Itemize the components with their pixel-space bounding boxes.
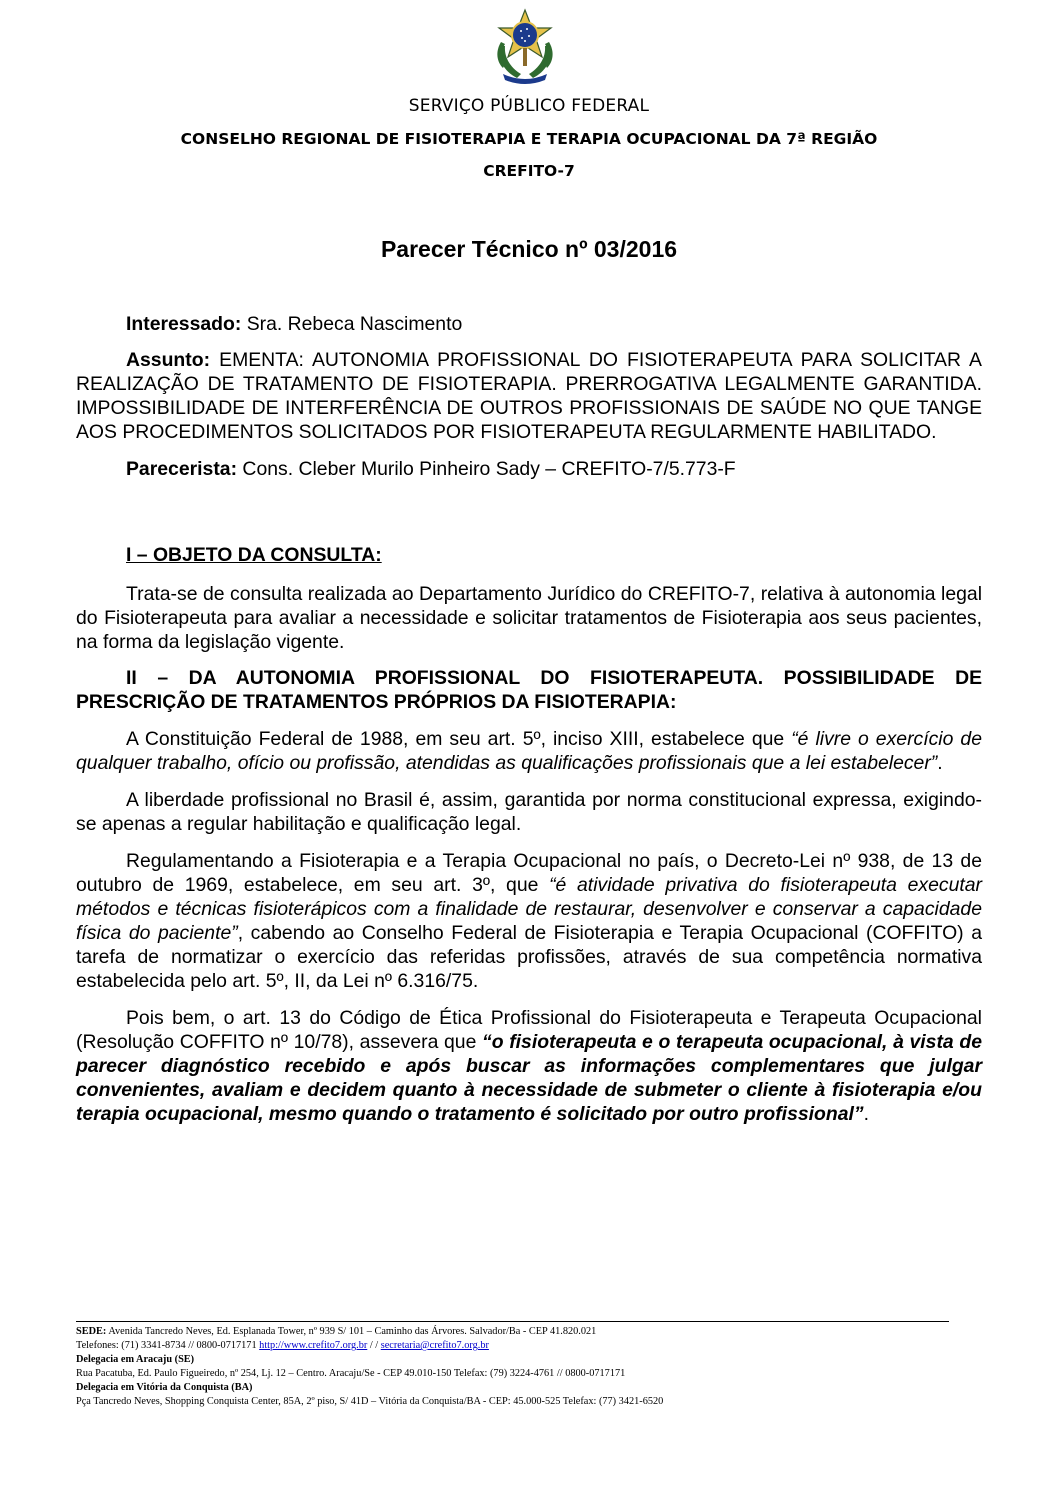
parecerista-value: Cons. Cleber Murilo Pinheiro Sady – CREFITO-7/5.773-F [237,458,736,480]
footer-contacts-line [76,1339,1006,1353]
document-body [76,312,982,1126]
header-council-acronym: CREFITO-7 [483,162,575,180]
footer-sede-line [76,1325,1006,1339]
footer-phones: Telefones: (71) 3341-8734 // 0800-0717171 [76,1340,260,1352]
footer-sede-label: SEDE: [76,1326,107,1337]
constitution-paragraph [76,727,982,775]
footer-website-link[interactable]: http://www.crefito7.org.br [259,1340,368,1352]
interessado-line [76,312,982,336]
footer-aracaju-label: Delegacia em Aracaju (SE) [76,1354,195,1366]
footer-email-link[interactable]: secretaria@crefito7.org.br [380,1340,489,1352]
parecerista-line [76,457,982,481]
footer-vca-address: Pça Tancredo Neves, Shopping Conquista Center, 85A, 2º piso, S/ 41D – Vitória da Conquista/BA - CEP: 45.000-525 Telefax: (77) 3421-6520 [76,1396,664,1408]
assunto-paragraph [76,348,982,444]
document-title: Parecer Técnico nº 03/2016 [380,236,678,262]
interessado-label: Interessado: [126,313,242,335]
section2-heading: II – DA AUTONOMIA PROFISSIONAL DO FISIOTERAPEUTA. POSSIBILIDADE DE PRESCRIÇÃO DE TRATAMENTOS PRÓPRIOS DA FISIOTERAPIA: [76,667,982,713]
ethics-code-text: Pois bem, o art. 13 do Código de Ética Profissional do Fisioterapeuta e Terapeuta Ocupacional (Resolução COFFITO nº 10/78), assevera que [76,1007,982,1053]
decree-quote: “é atividade privativa do fisioterapeuta executar métodos e técnicas fisioterápicos com a finalidade de restaurar, desenvolver e conservar a capacidade física do paciente” [76,874,982,944]
footer [76,1325,1006,1410]
footer-separator: / / [367,1340,381,1352]
decree-paragraph [76,849,982,993]
constitution-end: . [937,752,943,774]
brazil-coat-of-arms-icon [491,8,559,88]
ethics-code-paragraph [76,1006,982,1126]
section1-heading: I – OBJETO DA CONSULTA: [126,544,382,566]
constitution-text: A Constituição Federal de 1988, em seu art. 5º, inciso XIII, estabelece que [126,728,792,750]
constitution-quote: “é livre o exercício de qualquer trabalho, ofício ou profissão, atendidas as qualificações profissionais que a lei estabelecer” [76,728,982,774]
ethics-code-quote: “o fisioterapeuta e o terapeuta ocupacional, à vista de parecer diagnóstico recebido e após buscar as informações complementares que julgar convenientes, avaliam e decidem quanto à necessidade de submeter o cliente à fisioterapia e/ou terapia ocupacional, mesmo quando o tratamento é solicitado por outro profissional” [76,1031,982,1125]
footer-aracaju-address: Rua Pacatuba, Ed. Paulo Figueiredo, nº 254, Lj. 12 – Centro. Aracaju/Se - CEP 49.010-150 Telefax: (79) 3224-4761 // 0800-0717171 [76,1368,626,1380]
decree-text: Regulamentando a Fisioterapia e a Terapia Ocupacional no país, o Decreto-Lei nº 938, de 13 de outubro de 1969, estabelece, em seu art. 3º, que [76,850,982,896]
footer-vca-label: Delegacia em Vitória da Conquista (BA) [76,1382,253,1394]
header-service-line: SERVIÇO PÚBLICO FEDERAL [408,96,650,116]
assunto-label: Assunto: [126,349,211,371]
interessado-value: Sra. Rebeca Nascimento [241,313,463,335]
ethics-code-end: . [863,1103,869,1125]
header-council-name: CONSELHO REGIONAL DE FISIOTERAPIA E TERAPIA OCUPACIONAL DA 7ª REGIÃO [180,130,878,148]
section1-paragraph: Trata-se de consulta realizada ao Departamento Jurídico do CREFITO-7, relativa à autonomia legal do Fisioterapeuta para avaliar a necessidade e solicitar tratamentos de Fisioterapia aos seus pacientes, na forma da legislação vigente. [76,583,982,653]
assunto-value: EMENTA: AUTONOMIA PROFISSIONAL DO FISIOTERAPEUTA PARA SOLICITAR A REALIZAÇÃO DE TRATAMENTO DE FISIOTERAPIA. PRERROGATIVA LEGALMENTE GARANTIDA. IMPOSSIBILIDADE DE INTERFERÊNCIA DE OUTROS PROFISSIONAIS DE SAÚDE NO QUE TANGE AOS PROCEDIMENTOS SOLICITADOS POR FISIOTERAPEUTA REGULARMENTE HABILITADO. [76,349,982,443]
liberty-paragraph: A liberdade profissional no Brasil é, assim, garantida por norma constitucional expressa, exigindo-se apenas a regular habilitação e qualificação legal. [76,789,982,835]
footer-divider [76,1321,949,1322]
decree-text-cont: , cabendo ao Conselho Federal de Fisioterapia e Terapia Ocupacional (COFFITO) a tarefa de normatizar o exercício das referidas profissões, através de sua competência normativa estabelecida pelo art. 5º, II, da Lei nº 6.316/75. [76,922,982,992]
footer-sede-address: Avenida Tancredo Neves, Ed. Esplanada Tower, nº 939 S/ 101 – Caminho das Árvores. Salvador/Ba - CEP 41.820.021 [106,1326,597,1337]
parecerista-label: Parecerista: [126,458,238,480]
